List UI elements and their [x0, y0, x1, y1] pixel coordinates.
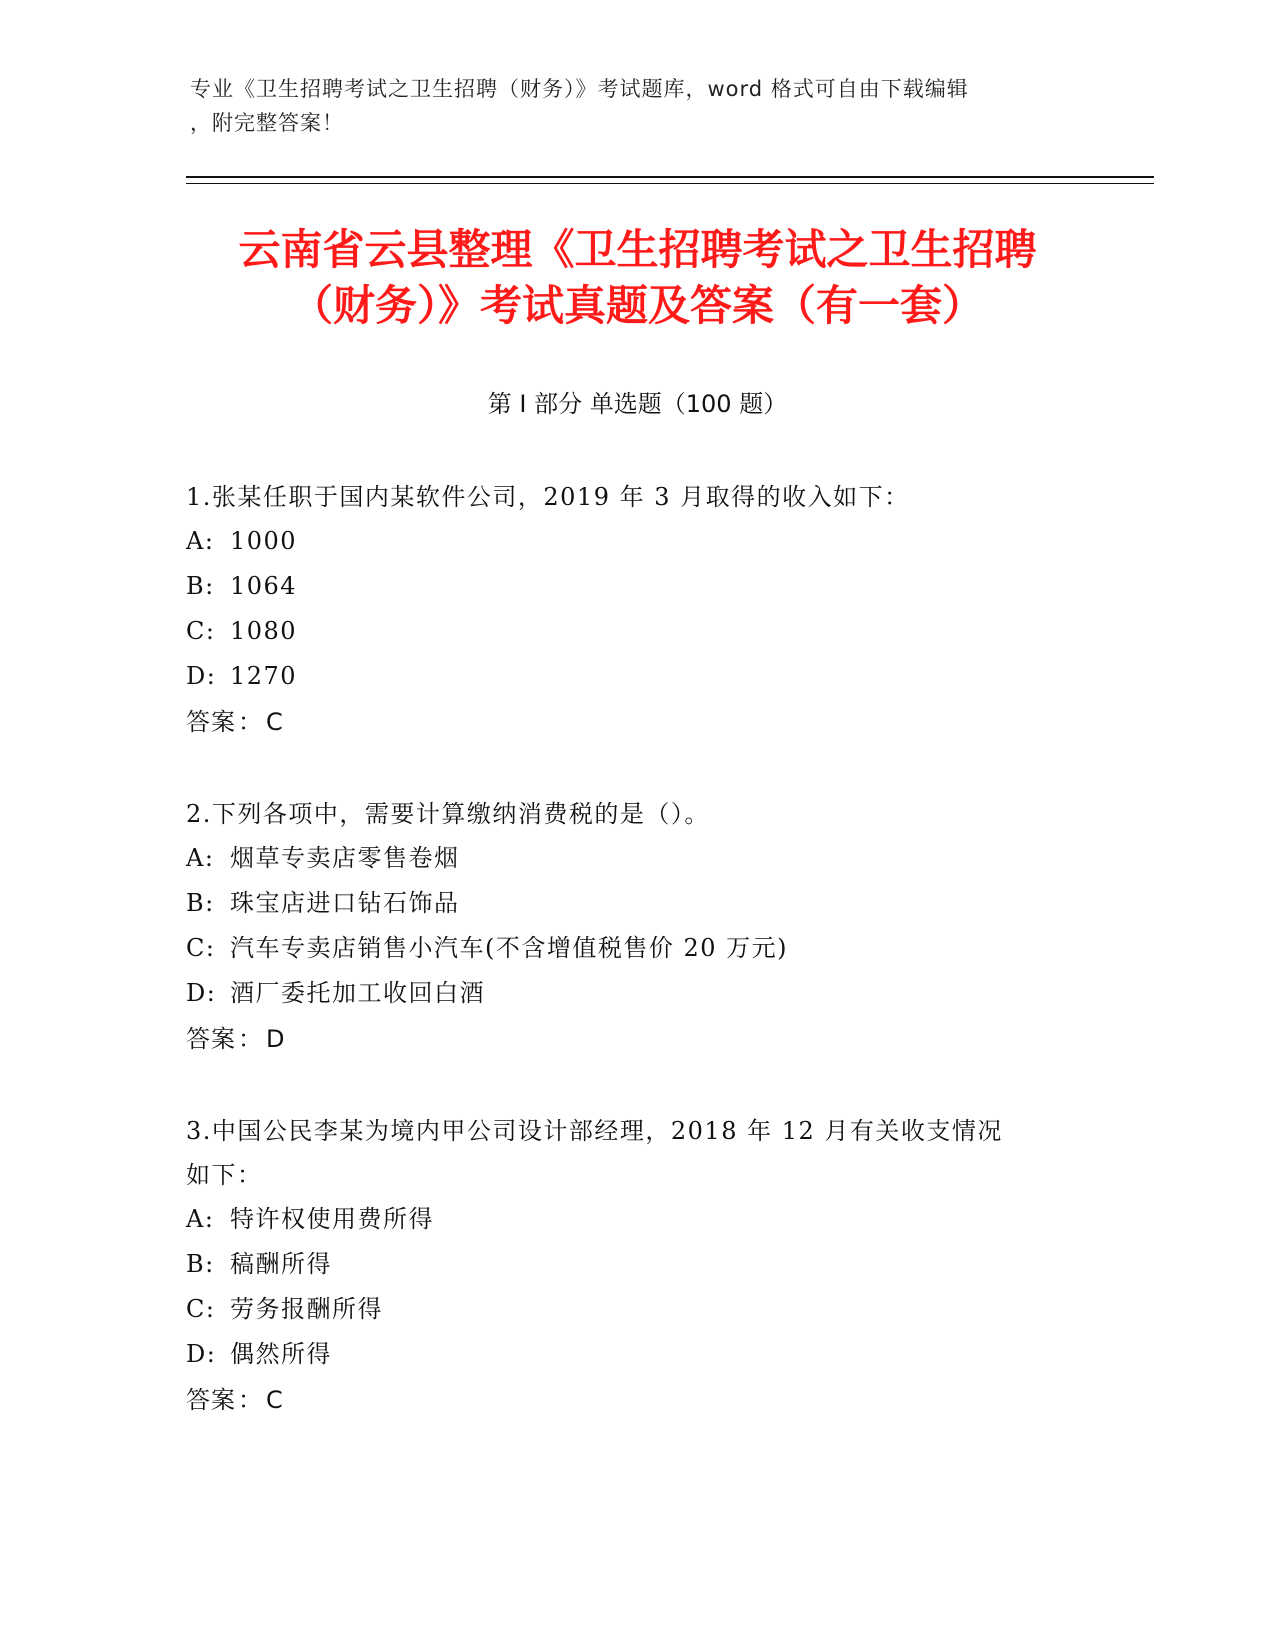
option-d	[186, 654, 1086, 699]
option-c	[186, 609, 1086, 654]
section-title: 第 I 部分 单选题（100 题）	[487, 390, 788, 418]
option-key: A:	[186, 527, 215, 555]
option-a	[186, 836, 1086, 881]
answer-line	[186, 699, 1086, 745]
option-key: C:	[186, 934, 216, 962]
answer-line	[186, 1377, 1086, 1423]
answer-separator: ：	[238, 1025, 262, 1053]
option-b	[186, 881, 1086, 926]
question-stem-line-1: 3.中国公民李某为境内甲公司设计部经理，2018 年 12 月有关收支情况	[186, 1117, 1003, 1145]
option-text: 1270	[230, 662, 298, 690]
answer-line	[186, 1016, 1086, 1062]
question-2	[186, 792, 1086, 1062]
answer-label: 答案	[186, 708, 236, 736]
option-key: D:	[186, 662, 217, 690]
option-text: 酒厂委托加工收回白酒	[230, 979, 485, 1007]
option-key: D:	[186, 1340, 217, 1368]
option-b	[186, 1242, 1086, 1287]
option-text: 烟草专卖店零售卷烟	[230, 844, 460, 872]
option-b	[186, 564, 1086, 609]
option-a	[186, 1197, 1086, 1242]
answer-value: D	[266, 1025, 285, 1053]
header-note-line-1: 专业《卫生招聘考试之卫生招聘（财务）》考试题库，word 格式可自由下载编辑	[190, 77, 969, 101]
header-note	[190, 72, 1090, 140]
option-text: 稿酬所得	[230, 1250, 332, 1278]
question-stem: 1.张某任职于国内某软件公司，2019 年 3 月取得的收入如下：	[186, 483, 910, 511]
option-key: C:	[186, 1295, 216, 1323]
option-key: A:	[186, 1205, 215, 1233]
option-d	[186, 971, 1086, 1016]
document-title-line-2: （财务）》考试真题及答案（有一套）	[290, 281, 984, 330]
option-d	[186, 1332, 1086, 1377]
question-3	[186, 1109, 1086, 1423]
option-key: B:	[186, 572, 215, 600]
option-key: B:	[186, 889, 215, 917]
option-text: 1000	[230, 527, 298, 555]
option-key: A:	[186, 844, 215, 872]
option-key: C:	[186, 617, 216, 645]
question-stem: 2.下列各项中，需要计算缴纳消费税的是（）。	[186, 800, 710, 828]
document-title	[150, 222, 1125, 334]
option-a	[186, 519, 1086, 564]
question-1	[186, 475, 1086, 745]
answer-value: C	[266, 1386, 283, 1414]
answer-separator: ：	[238, 708, 262, 736]
answer-separator: ：	[238, 1386, 262, 1414]
option-c	[186, 926, 1086, 971]
option-text: 偶然所得	[230, 1340, 332, 1368]
question-stem-line-2: 如下：	[186, 1161, 263, 1189]
option-text: 珠宝店进口钻石饰品	[230, 889, 460, 917]
option-text: 1064	[230, 572, 298, 600]
option-text: 特许权使用费所得	[230, 1205, 434, 1233]
answer-label: 答案	[186, 1025, 236, 1053]
option-text: 1080	[230, 617, 298, 645]
header-divider-top	[186, 176, 1154, 178]
option-text: 汽车专卖店销售小汽车(不含增值税售价 20 万元)	[230, 934, 789, 962]
answer-value: C	[266, 708, 283, 736]
option-text: 劳务报酬所得	[230, 1295, 383, 1323]
option-key: B:	[186, 1250, 215, 1278]
header-note-line-2: ，附完整答案！	[190, 111, 344, 135]
option-key: D:	[186, 979, 217, 1007]
answer-label: 答案	[186, 1386, 236, 1414]
option-c	[186, 1287, 1086, 1332]
header-divider-bottom	[186, 183, 1154, 184]
document-title-line-1: 云南省云县整理《卫生招聘考试之卫生招聘	[238, 225, 1037, 274]
